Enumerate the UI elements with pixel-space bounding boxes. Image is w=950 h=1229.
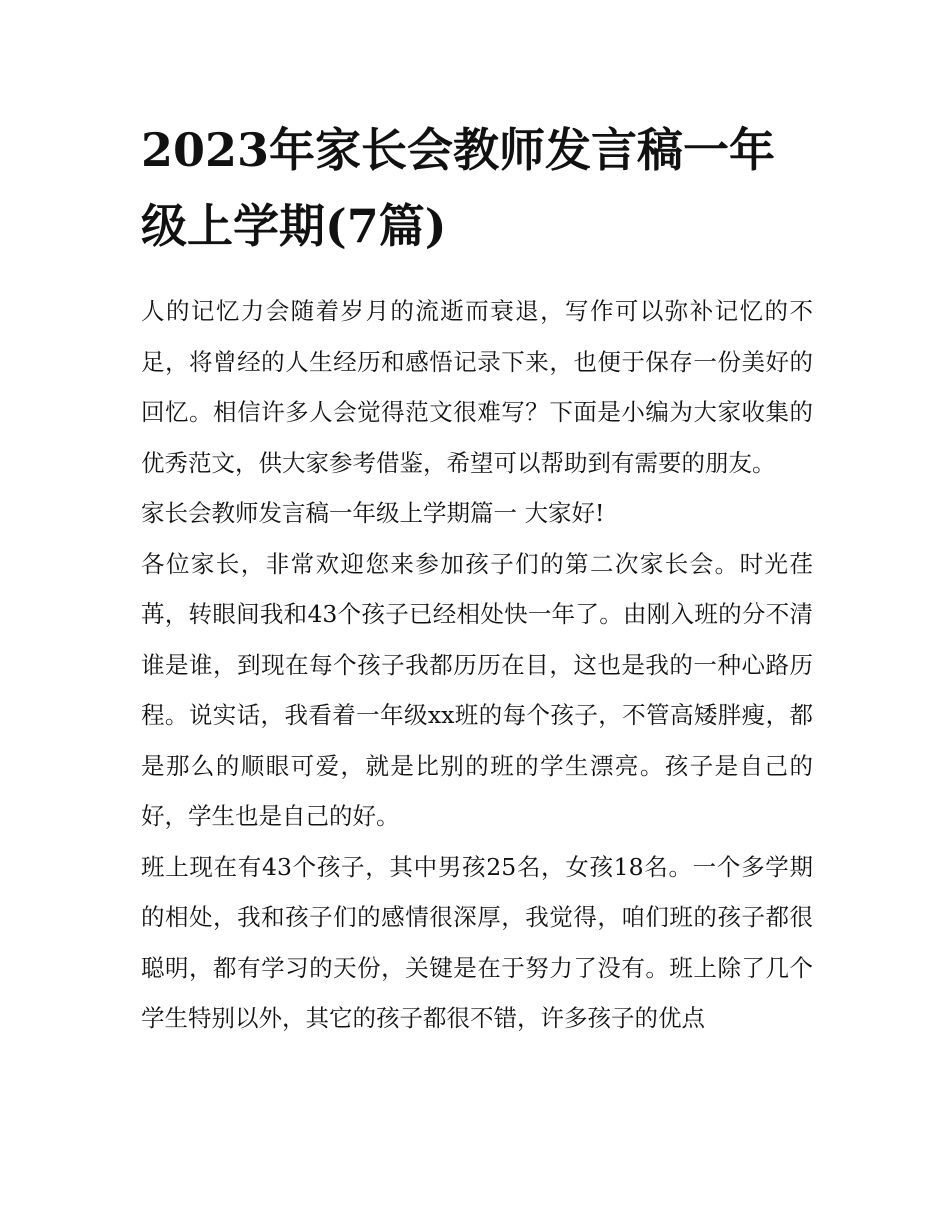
- body-paragraph: 班上现在有43个孩子，其中男孩25名，女孩18名。一个多学期的相处，我和孩子们的感情很深厚，我觉得，咱们班的孩子都很聪明，都有学习的天份，关键是在于努力了没有。班上除了几个学生特别以外，其它的孩子都很不错，许多孩子的优点: [141, 852, 813, 1032]
- document-page: [141, 112, 813, 1044]
- section-heading-paragraph: 家长会教师发言稿一年级上学期篇一 大家好!: [141, 499, 605, 527]
- document-title: 2023年家长会教师发言稿一年级上学期(7篇): [141, 123, 776, 253]
- body-paragraph: 各位家长，非常欢迎您来参加孩子们的第二次家长会。时光荏苒，转眼间我和43个孩子已经相处快一年了。由刚入班的分不清谁是谁，到现在每个孩子我都历历在目，这也是我的一种心路历程。说实话，我看着一年级xx班的每个孩子，不管高矮胖瘦，都是那么的顺眼可爱，就是比别的班的学生漂亮。孩子是自己的好，学生也是自己的好。: [141, 549, 813, 830]
- intro-paragraph: 人的记忆力会随着岁月的流逝而衰退，写作可以弥补记忆的不足，将曾经的人生经历和感悟记录下来，也便于保存一份美好的回忆。相信许多人会觉得范文很难写？下面是小编为大家收集的优秀范文，供大家参考借鉴，希望可以帮助到有需要的朋友。: [141, 297, 813, 477]
